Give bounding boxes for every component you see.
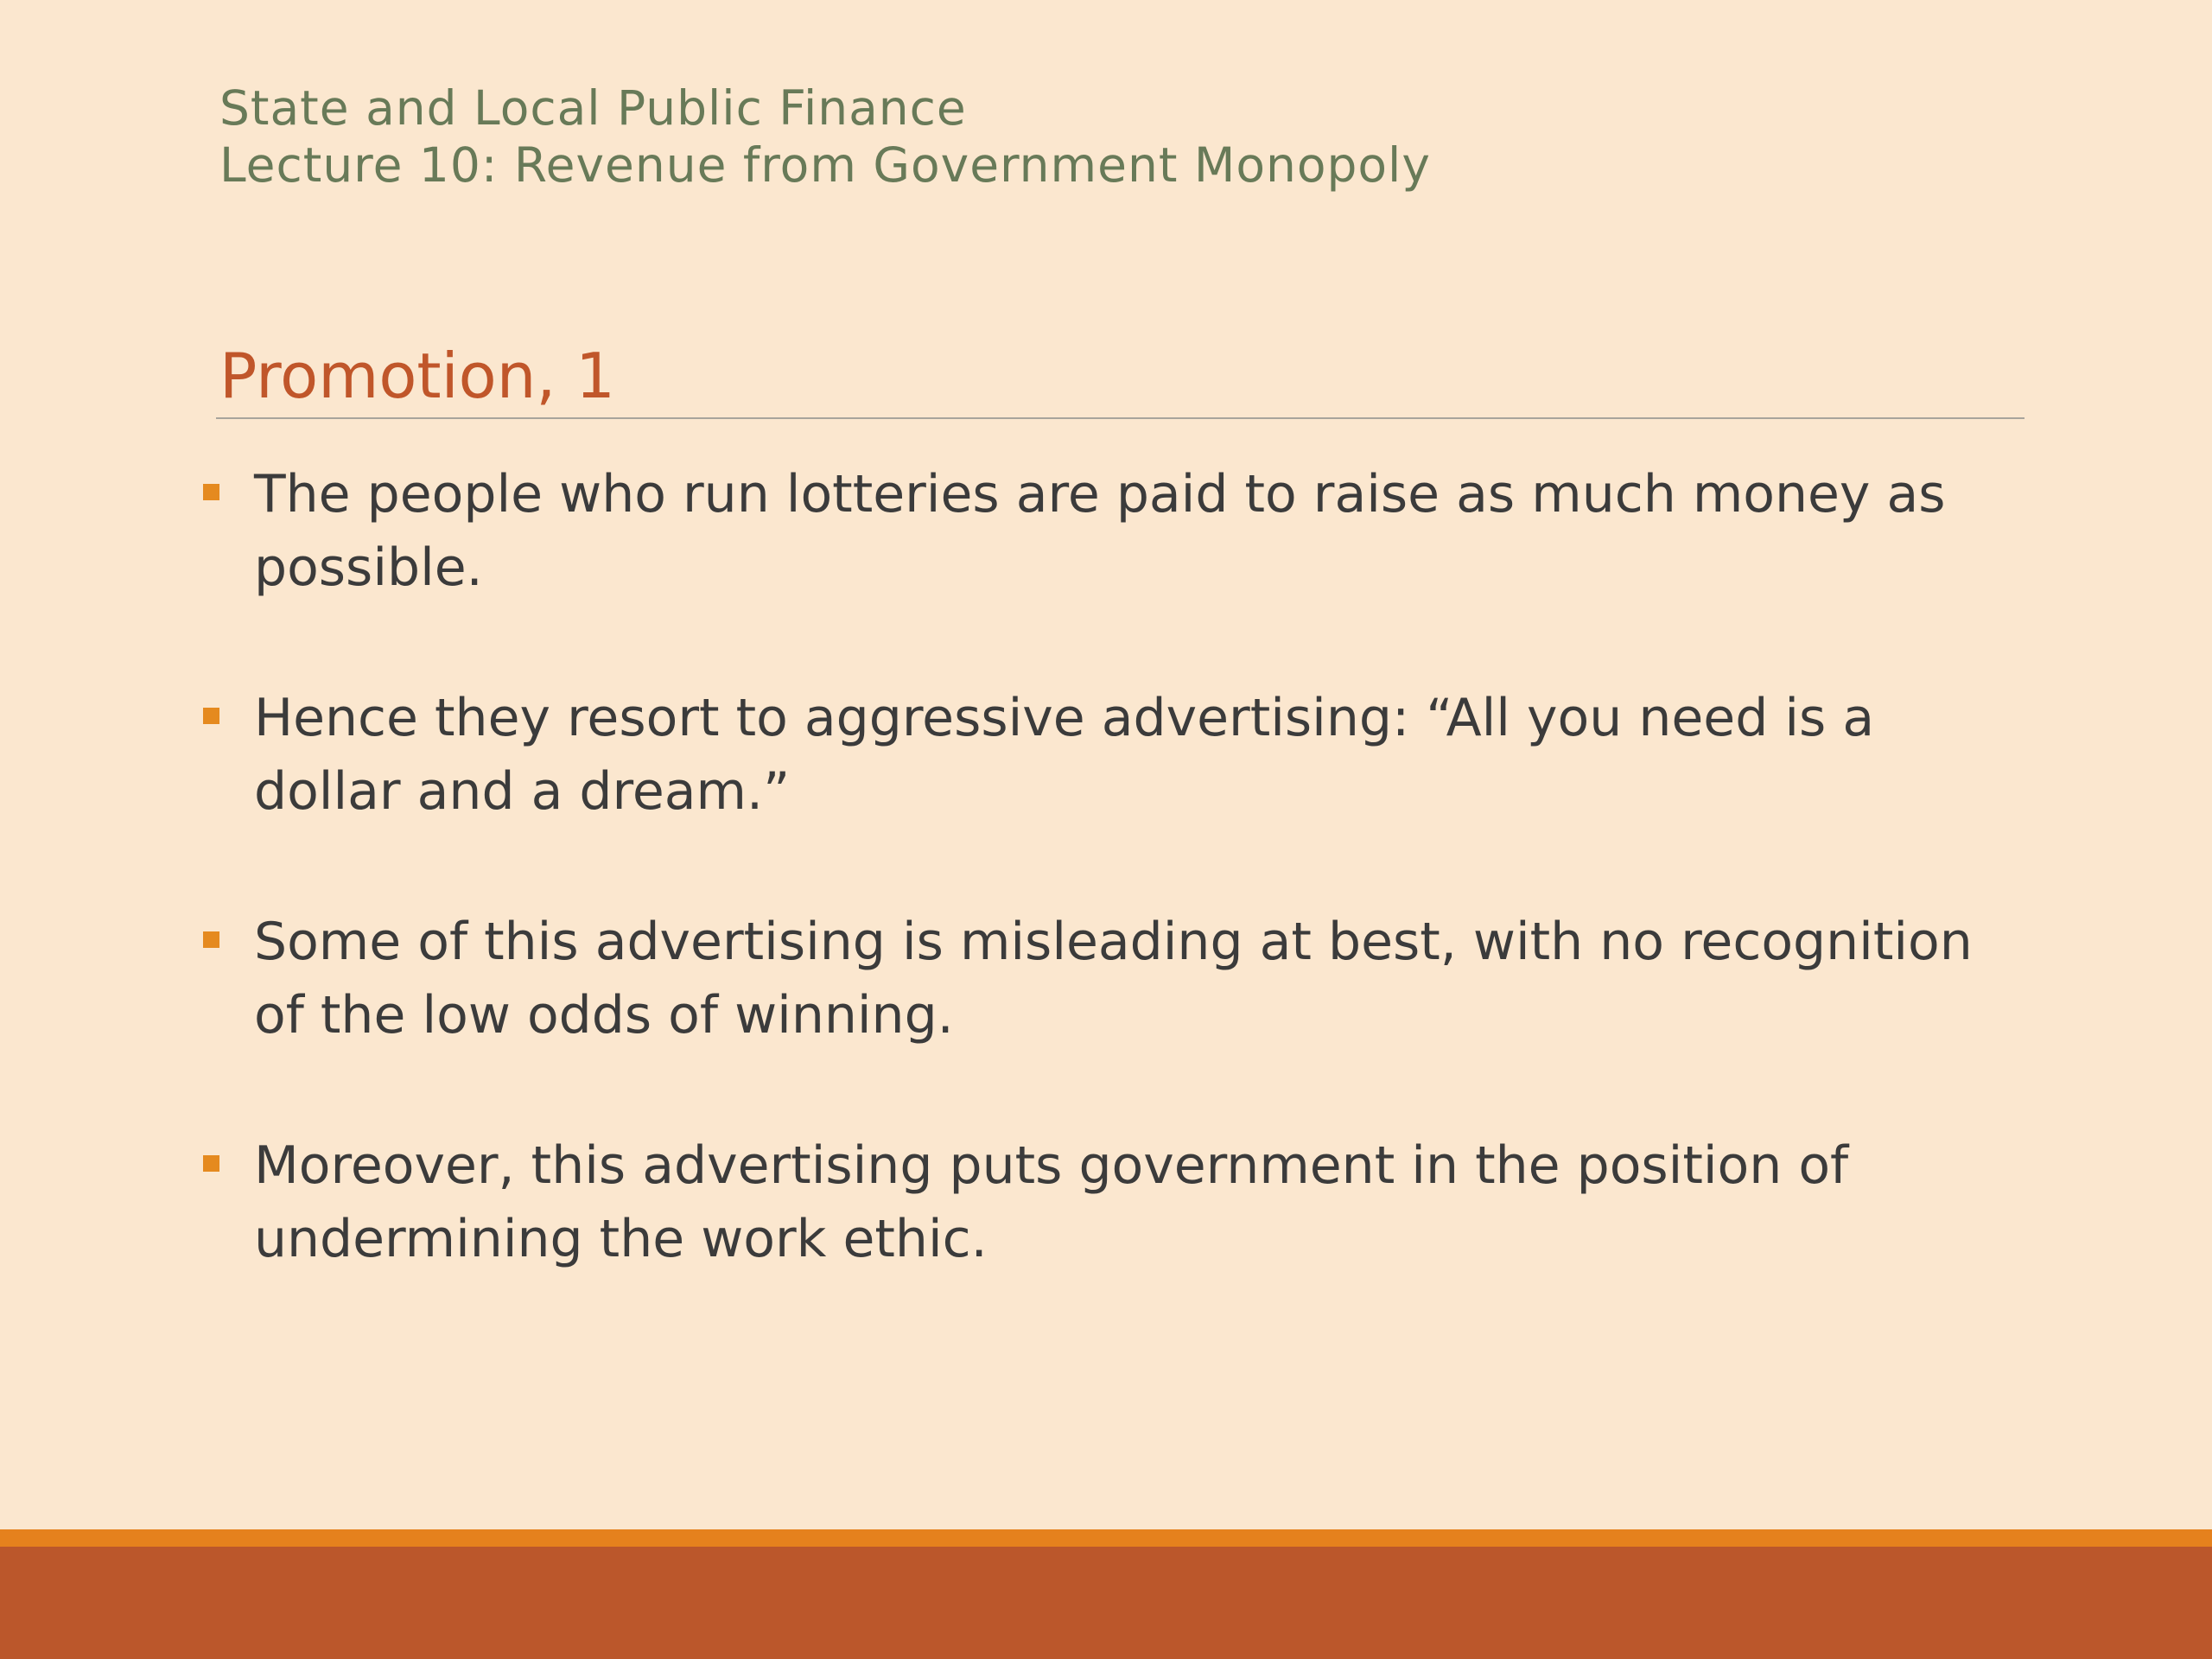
course-title: State and Local Public Finance bbox=[219, 80, 967, 136]
bullet-text: Hence they resort to aggressive advertising: “All you need is a dollar and a dream.” bbox=[254, 688, 1875, 822]
bullet-text: The people who run lotteries are paid to raise as much money as possible. bbox=[254, 464, 1946, 598]
bullet-text: Some of this advertising is misleading at best, with no recognition of the low odds of winning. bbox=[254, 912, 1973, 1046]
square-bullet-icon bbox=[203, 484, 219, 500]
bullet-item bbox=[200, 1129, 1998, 1276]
bullet-item bbox=[200, 906, 1998, 1052]
lecture-title: Lecture 10: Revenue from Government Monopoly bbox=[219, 137, 1431, 193]
slide-title: Promotion, 1 bbox=[219, 340, 615, 412]
square-bullet-icon bbox=[203, 931, 219, 948]
square-bullet-icon bbox=[203, 1155, 219, 1172]
bullet-item bbox=[200, 458, 1998, 605]
bullet-text: Moreover, this advertising puts government in the position of undermining the work ethic. bbox=[254, 1135, 1849, 1269]
footer-stripe bbox=[0, 1529, 2212, 1547]
bullet-item bbox=[200, 682, 1998, 829]
square-bullet-icon bbox=[203, 708, 219, 724]
footer-band bbox=[0, 1547, 2212, 1659]
bullet-list bbox=[200, 458, 1998, 1353]
slide-header bbox=[219, 79, 1431, 194]
title-divider bbox=[216, 417, 2024, 419]
